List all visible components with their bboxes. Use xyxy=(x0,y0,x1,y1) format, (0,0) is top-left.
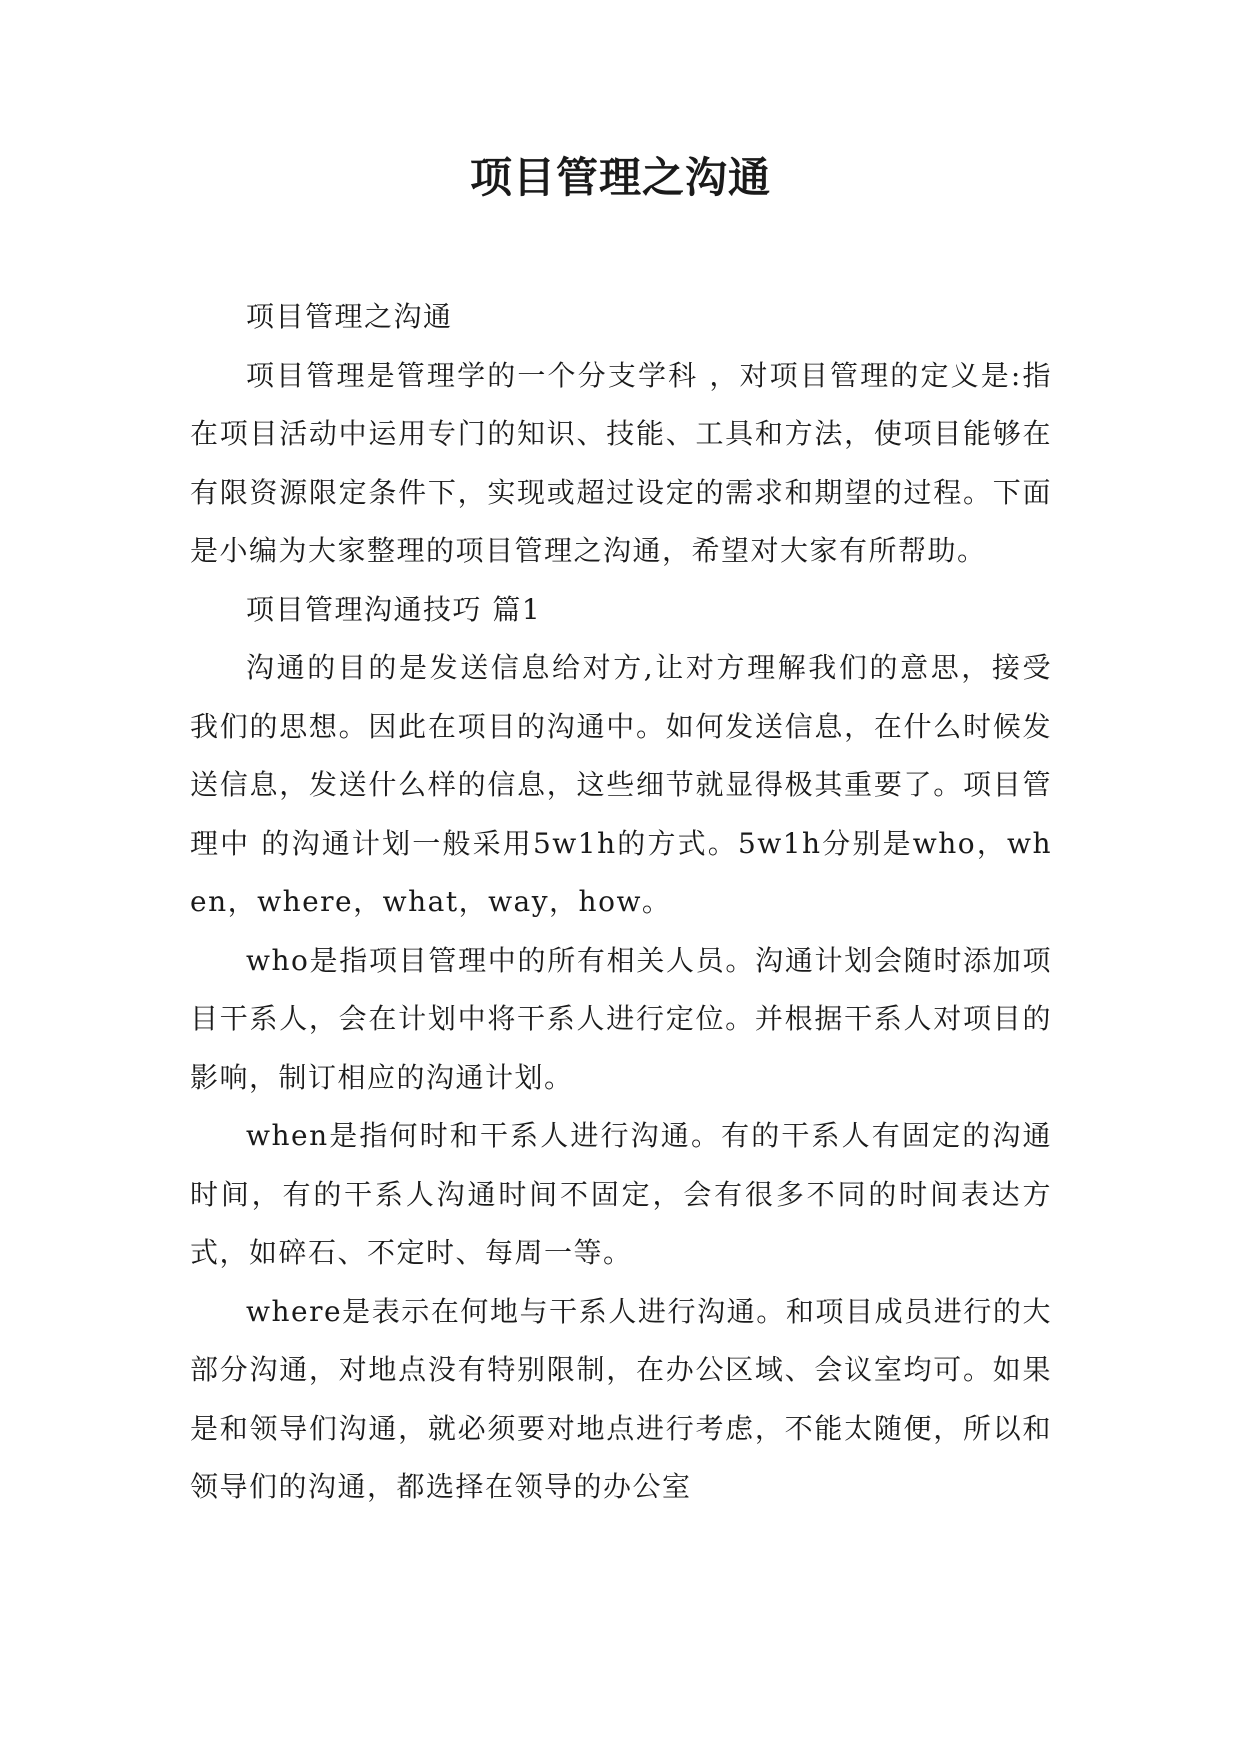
paragraph-who: who是指项目管理中的所有相关人员。沟通计划会随时添加项目干系人，会在计划中将干系人进行定位。并根据干系人对项目的影响，制订相应的沟通计划。 xyxy=(190,943,1052,1094)
section-heading: 项目管理沟通技巧 篇1 xyxy=(246,592,542,626)
document-body xyxy=(190,288,1052,1517)
paragraph-where: where是表示在何地与干系人进行沟通。和项目成员进行的大部分沟通，对地点没有特别限制，在办公区域、会议室均可。如果是和领导们沟通，就必须要对地点进行考虑，不能太随便，所以和领导们的沟通，都选择在领导的办公室 xyxy=(190,1294,1052,1503)
paragraph-intro: 项目管理是管理学的一个分支学科 ，对项目管理的定义是:指在项目活动中运用专门的知识、技能、工具和方法，使项目能够在有限资源限定条件下，实现或超过设定的需求和期望的过程。下面是小编为大家整理的项目管理之沟通，希望对大家有所帮助。 xyxy=(190,358,1052,567)
paragraph-purpose: 沟通的目的是发送信息给对方,让对方理解我们的意思，接受我们的思想。因此在项目的沟通中。如何发送信息，在什么时候发送信息，发送什么样的信息，这些细节就显得极其重要了。项目管理中 的沟通计划一般采用5w1h的方式。5w1h分别是who，when，where，what，way，how。 xyxy=(190,651,1052,918)
document-title: 项目管理之沟通 xyxy=(469,153,771,202)
paragraph-when: when是指何时和干系人进行沟通。有的干系人有固定的沟通时间，有的干系人沟通时间不固定，会有很多不同的时间表达方式，如碎石、不定时、每周一等。 xyxy=(190,1119,1052,1269)
paragraph-subtitle: 项目管理之沟通 xyxy=(246,300,453,333)
